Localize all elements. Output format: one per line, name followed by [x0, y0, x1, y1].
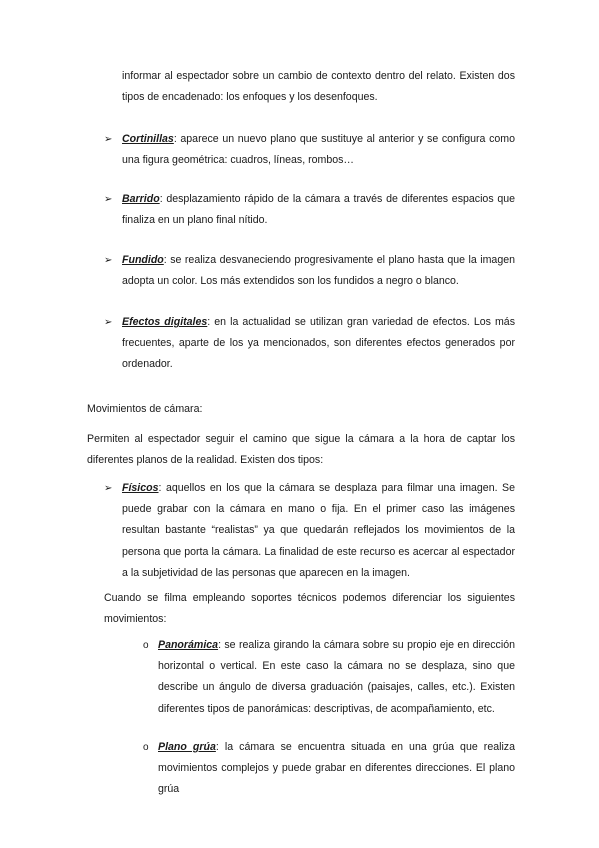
- list-item-barrido: [122, 189, 515, 231]
- list-item-fisicos: [122, 478, 515, 584]
- list-item-cortinillas: [122, 129, 515, 171]
- definition-panoramica: : se realiza girando la cámara sobre su propio eje en dirección horizontal o vertical. En este caso la cámara no se desplaza, sino que describe un ángulo de diversa graduación (paisajes, calles, etc.). Existen diferentes tipos de panorámicas: descriptivas, de acompañamiento, etc.: [158, 639, 515, 715]
- term-barrido: Barrido: [122, 193, 160, 205]
- term-panoramica: Panorámica: [158, 639, 219, 651]
- paragraph-text: Permiten al espectador seguir el camino que sigue la cámara a la hora de captar los diferentes planos de la realidad. Existen dos tipos:: [87, 433, 515, 467]
- arrow-bullet-icon: ➢: [104, 483, 113, 494]
- term-fisicos: Físicos: [122, 482, 159, 494]
- definition-fisicos: : aquellos en los que la cámara se desplaza para filmar una imagen. Se puede grabar con la cámara en mano o fija. En el primer caso las imágenes resultan bastante “realistas” ya que quedarán reflejados los movimientos de la persona que porta la cámara. La finalidad de este recurso es acercar al espectador a la subjetividad de las personas que aparecen en la imagen.: [122, 482, 515, 579]
- arrow-bullet-icon: ➢: [104, 194, 113, 205]
- circle-bullet-icon: o: [143, 640, 149, 651]
- list-item-panoramica: [158, 635, 515, 720]
- definition-barrido: : desplazamiento rápido de la cámara a través de diferentes espacios que finaliza en un plano final nítido.: [122, 193, 515, 227]
- paragraph-intro-continued: [122, 66, 515, 108]
- arrow-bullet-icon: ➢: [104, 134, 113, 145]
- definition-efectos-digitales: : en la actualidad se utilizan gran variedad de efectos. Los más frecuentes, aparte de los ya mencionados, son diferentes efectos generados por ordenador.: [122, 316, 515, 371]
- circle-bullet-icon: o: [143, 742, 149, 753]
- arrow-bullet-icon: ➢: [104, 317, 113, 328]
- definition-fundido: : se realiza desvaneciendo progresivamente el plano hasta que la imagen adopta un color. Los más extendidos son los fundidos a negro o blanco.: [122, 254, 515, 288]
- term-plano-grua: Plano grúa: [158, 741, 216, 753]
- list-item-plano-grua: [158, 737, 515, 801]
- term-fundido: Fundido: [122, 254, 164, 266]
- section-heading: Movimientos de cámara:: [87, 403, 203, 415]
- term-cortinillas: Cortinillas: [122, 133, 174, 145]
- paragraph-text: informar al espectador sobre un cambio de contexto dentro del relato. Existen dos tipos de encadenado: los enfoques y los desenfoques.: [122, 70, 515, 104]
- term-efectos-digitales: Efectos digitales: [122, 316, 208, 328]
- paragraph-soportes-tecnicos: [104, 588, 515, 630]
- paragraph-movimientos-intro: [87, 429, 515, 471]
- definition-plano-grua: : la cámara se encuentra situada en una grúa que realiza movimientos complejos y puede grabar en diferentes direcciones. El plano grúa: [158, 741, 515, 796]
- list-item-efectos-digitales: [122, 312, 515, 376]
- list-item-fundido: [122, 250, 515, 292]
- paragraph-text: Cuando se filma empleando soportes técnicos podemos diferenciar los siguientes movimientos:: [104, 592, 515, 626]
- arrow-bullet-icon: ➢: [104, 255, 113, 266]
- definition-cortinillas: : aparece un nuevo plano que sustituye al anterior y se configura como una figura geométrica: cuadros, líneas, rombos…: [122, 133, 515, 167]
